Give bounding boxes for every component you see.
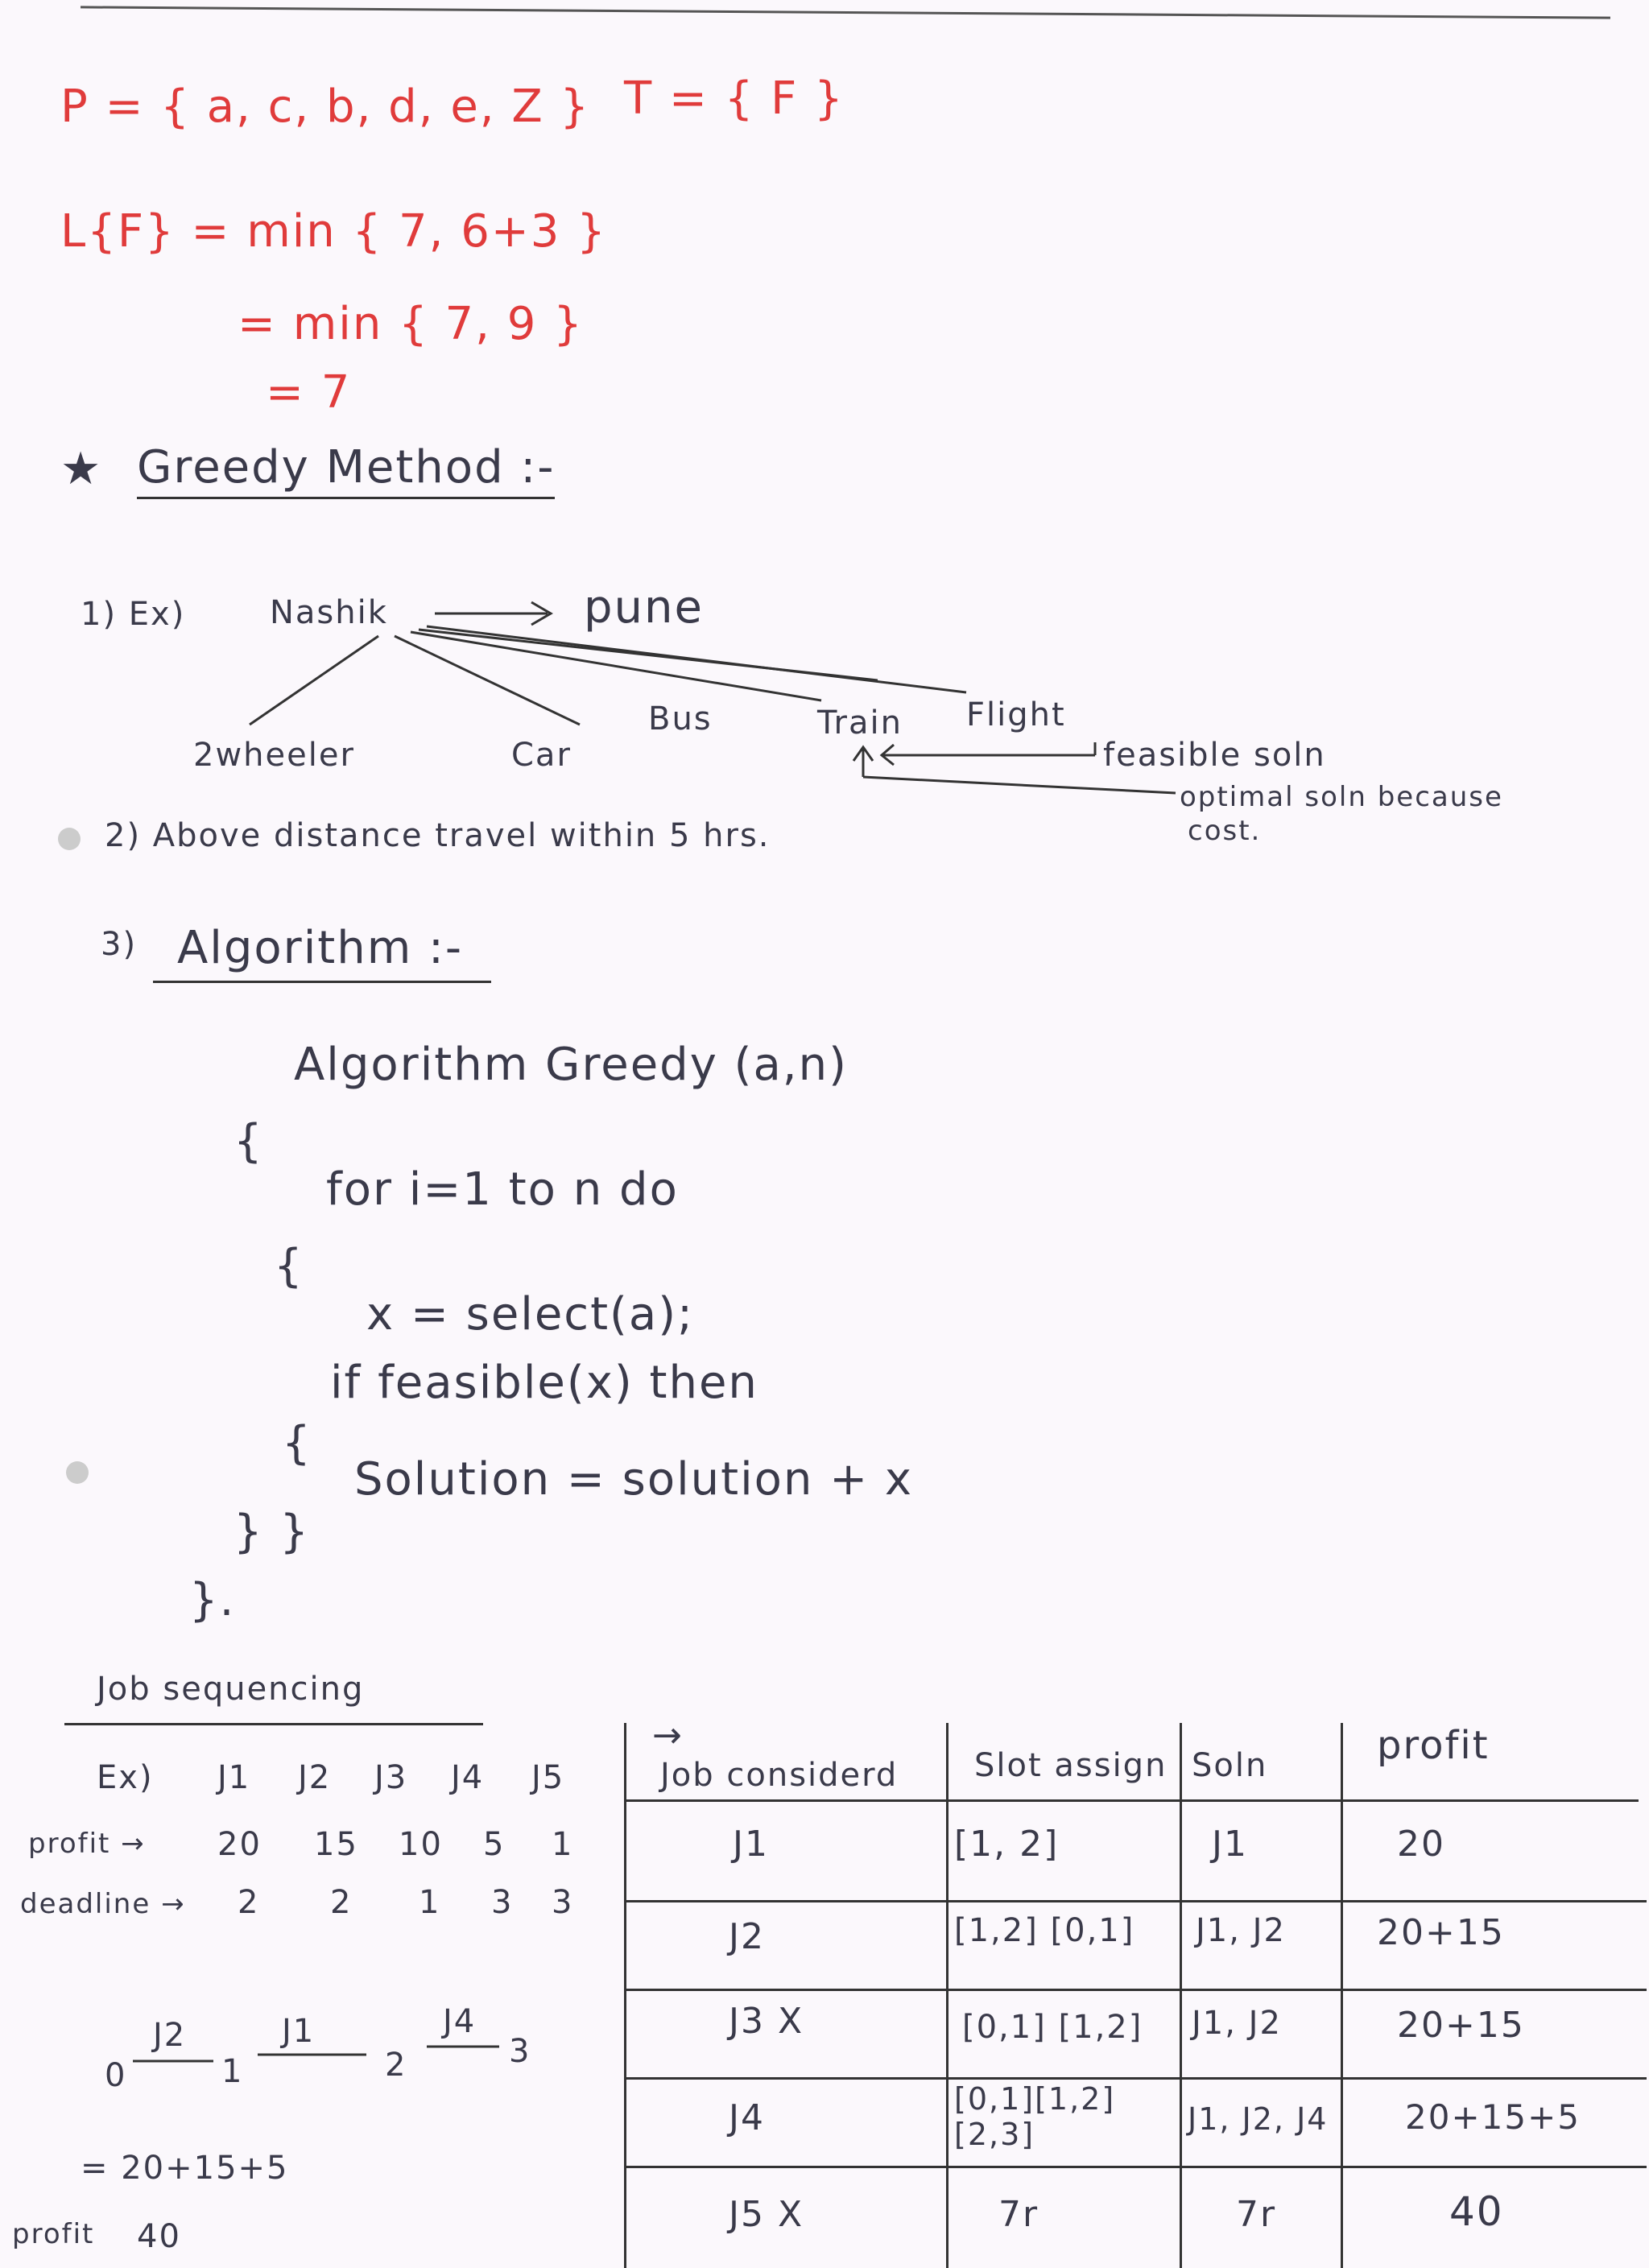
table-cell-job: J1 <box>733 1824 769 1865</box>
optimal-note-1: optimal soln because <box>1180 781 1503 813</box>
table-cell-soln: J1, J2, J4 <box>1188 2101 1329 2137</box>
star-icon: ★ <box>60 443 103 495</box>
algorithm-underline <box>153 981 491 983</box>
mode-car: Car <box>511 737 572 774</box>
example-label: 1) Ex) <box>81 596 186 633</box>
point-2: 2) Above distance travel within 5 hrs. <box>105 817 771 854</box>
table-cell-profit: 20 <box>1397 1824 1445 1865</box>
table-header: Job considerd <box>660 1757 899 1794</box>
table-cell-job: J2 <box>729 1916 765 1957</box>
profit-value: 5 <box>483 1826 506 1863</box>
algo-brace-close-outer: }. <box>189 1574 236 1626</box>
timeline-tick: 2 <box>385 2047 407 2084</box>
deadline-value: 3 <box>491 1884 514 1921</box>
table-header-rule <box>624 1799 1639 1802</box>
table-row-rule <box>624 1989 1647 1991</box>
table-cell-profit: 20+15 <box>1397 2005 1525 2046</box>
algo-brace-open-3: { <box>282 1417 312 1469</box>
mode-train: Train <box>817 704 903 742</box>
table-cell-slot: [1,2] [0,1] <box>954 1912 1135 1949</box>
job-sequencing-table <box>624 1715 1647 2268</box>
table-col-divider <box>1341 1723 1343 2268</box>
timeline-job: J4 <box>443 2003 477 2040</box>
set-t: T = { F } <box>624 72 845 125</box>
job-name: J3 <box>374 1759 408 1796</box>
job-heading: Job sequencing <box>97 1671 365 1708</box>
timeline-tick: 1 <box>221 2053 244 2090</box>
optimal-note-2: cost. <box>1188 815 1262 847</box>
feasible-note: feasible soln <box>1103 737 1326 774</box>
algo-select-line: x = select(a); <box>366 1288 694 1341</box>
table-row-rule <box>624 2077 1647 2080</box>
table-cell-slot: [1, 2] <box>954 1824 1060 1865</box>
table-cell-job: J3 X <box>729 2001 804 2042</box>
job-name: J5 <box>531 1759 565 1796</box>
profit-value: 1 <box>552 1826 574 1863</box>
calc-line-1: L{F} = min { 7, 6+3 } <box>60 205 607 258</box>
point-3-heading: Algorithm :- <box>177 922 464 974</box>
profit-total-value: 40 <box>137 2218 181 2255</box>
algo-brace-open-1: { <box>234 1115 264 1167</box>
calc-line-3: = 7 <box>266 366 352 419</box>
table-col-divider <box>1180 1723 1182 2268</box>
table-cell-soln: J1, J2 <box>1196 1912 1286 1949</box>
job-ex-label: Ex) <box>97 1759 154 1796</box>
calc-line-2: = min { 7, 9 } <box>238 298 584 350</box>
set-p: P = { a, c, b, d, e, Z } <box>60 81 591 133</box>
table-header: Soln <box>1192 1747 1268 1784</box>
deadline-value: 2 <box>238 1884 260 1921</box>
timeline-tick: 3 <box>509 2033 531 2070</box>
table-header: profit <box>1377 1723 1490 1768</box>
table-cell-soln: J1, J2 <box>1192 2005 1282 2042</box>
deadline-row-label: deadline → <box>20 1888 186 1920</box>
mode-2wheeler: 2wheeler <box>193 737 355 774</box>
table-cell-slot: [0,1] [1,2] <box>962 2009 1143 2046</box>
algo-solution-line: Solution = solution + x <box>354 1453 914 1506</box>
table-cell-job: J4 <box>729 2097 765 2138</box>
deadline-value: 1 <box>419 1884 441 1921</box>
nashik-label: Nashik <box>270 594 388 631</box>
table-cell-job: J5 X <box>729 2194 804 2235</box>
job-name: J1 <box>217 1759 251 1796</box>
pune-label: pune <box>584 581 704 634</box>
timeline-job: J1 <box>282 2013 316 2050</box>
table-cell-profit: 20+15 <box>1377 1912 1505 1953</box>
profit-value: 15 <box>314 1826 358 1863</box>
point-3-number: 3) <box>101 926 138 963</box>
deadline-value: 2 <box>330 1884 353 1921</box>
paper-dot <box>58 828 81 850</box>
profit-value: 20 <box>217 1826 262 1863</box>
algo-brace-close-inner: } } <box>234 1506 311 1558</box>
table-header: Slot assign <box>974 1747 1168 1784</box>
mode-bus: Bus <box>648 700 713 737</box>
table-cell-profit: 20+15+5 <box>1405 2097 1581 2137</box>
table-cell-soln: 7r <box>1236 2194 1277 2235</box>
timeline-tick: 0 <box>105 2057 127 2094</box>
deadline-value: 3 <box>552 1884 574 1921</box>
algo-title: Algorithm Greedy (a,n) <box>294 1039 848 1091</box>
algo-if-line: if feasible(x) then <box>330 1357 758 1409</box>
table-row-rule <box>624 2166 1647 2168</box>
profit-row-label: profit → <box>28 1828 146 1860</box>
job-heading-underline <box>64 1723 483 1725</box>
timeline-job: J2 <box>153 2017 187 2054</box>
table-cell-slot: [0,1][1,2] [2,3] <box>954 2081 1116 2152</box>
algo-for-line: for i=1 to n do <box>326 1163 679 1216</box>
table-border-left <box>624 1723 626 2268</box>
algo-brace-open-2: { <box>274 1240 304 1292</box>
table-cell-soln: J1 <box>1212 1824 1248 1865</box>
table-col-divider <box>946 1723 948 2268</box>
greedy-heading-text: Greedy Method :- <box>137 441 555 499</box>
sum-line: = 20+15+5 <box>81 2150 289 2187</box>
paper-dot-2 <box>66 1461 89 1484</box>
job-name: J4 <box>451 1759 485 1796</box>
mode-flight: Flight <box>966 696 1066 733</box>
table-row-rule <box>624 1900 1647 1902</box>
table-cell-slot: 7r <box>998 2194 1039 2235</box>
profit-total-label: profit <box>12 2218 95 2250</box>
job-name: J2 <box>298 1759 332 1796</box>
profit-value: 10 <box>399 1826 443 1863</box>
table-arrow: → <box>652 1715 684 1756</box>
table-cell-profit: 40 <box>1449 2188 1504 2235</box>
